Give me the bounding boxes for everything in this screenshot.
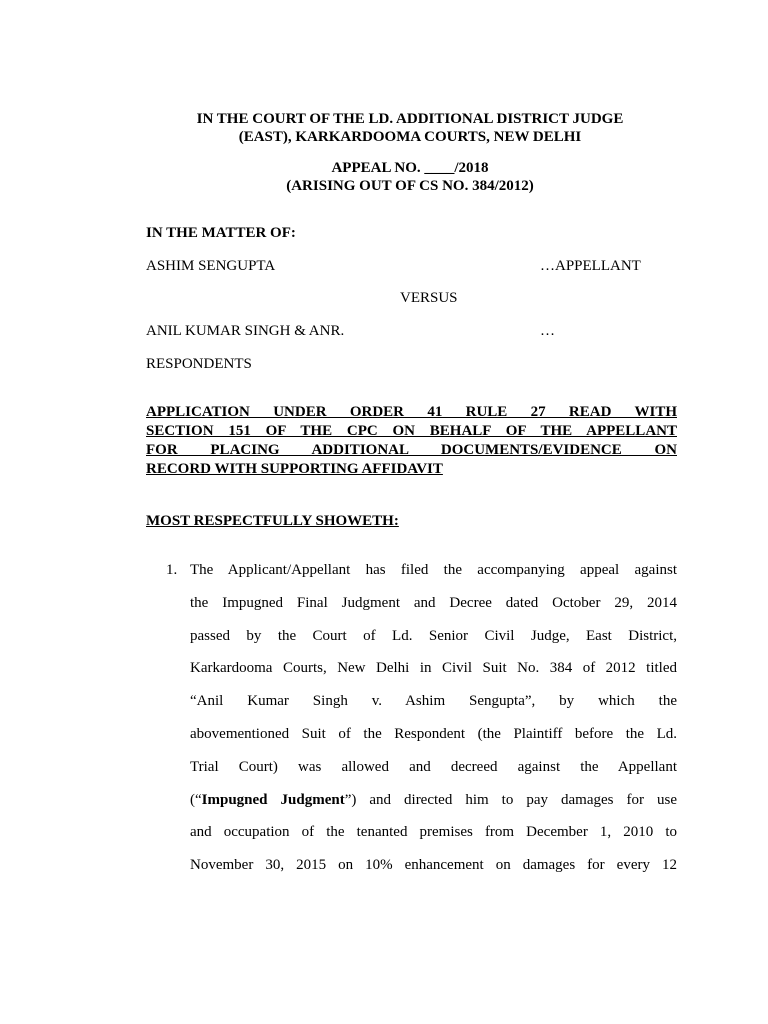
- appeal-heading: [100, 159, 720, 195]
- application-title-line: FOR PLACING ADDITIONAL DOCUMENTS/EVIDENCE ON: [146, 442, 677, 458]
- paragraph-line: Trial Court) was allowed and decreed against the Appellant: [190, 758, 677, 775]
- showeth-heading: MOST RESPECTFULLY SHOWETH:: [146, 513, 399, 529]
- court-title-line-1: IN THE COURT OF THE LD. ADDITIONAL DISTRICT JUDGE: [196, 111, 624, 127]
- application-title-line: APPLICATION UNDER ORDER 41 RULE 27 READ WITH: [146, 404, 677, 420]
- respondent-dots: …: [540, 323, 555, 339]
- appeal-arising-from: (ARISING OUT OF CS NO. 384/2012): [286, 178, 534, 194]
- application-title-line: SECTION 151 OF THE CPC ON BEHALF OF THE APPELLANT: [146, 423, 677, 439]
- paragraph-line: abovementioned Suit of the Respondent (the Plaintiff before the Ld.: [190, 725, 677, 742]
- appellant-name: ASHIM SENGUPTA: [146, 258, 276, 274]
- open-quote: (“: [190, 791, 202, 808]
- respondent-label: RESPONDENTS: [146, 356, 252, 372]
- application-title: [146, 403, 677, 479]
- appellant-label: …APPELLANT: [540, 258, 641, 274]
- paragraph-line: November 30, 2015 on 10% enhancement on damages for every 12: [190, 857, 677, 874]
- paragraph-line: “Anil Kumar Singh v. Ashim Sengupta”, by which the: [190, 693, 677, 710]
- paragraph-line: The Applicant/Appellant has filed the accompanying appeal against: [190, 562, 677, 578]
- paragraph-line: and occupation of the tenanted premises from December 1, 2010 to: [190, 824, 677, 841]
- defined-term-impugned-judgment: Impugned Judgment: [201, 791, 345, 808]
- paragraph-line: passed by the Court of Ld. Senior Civil Judge, East District,: [190, 627, 677, 644]
- paragraph-line: Karkardooma Courts, New Delhi in Civil Suit No. 384 of 2012 titled: [190, 660, 677, 677]
- versus-label: VERSUS: [400, 290, 458, 306]
- paragraph-line: the Impugned Final Judgment and Decree dated October 29, 2014: [190, 594, 677, 611]
- line-rest: ”) and directed him to pay damages for use: [344, 791, 677, 808]
- paragraph-number: 1.: [166, 562, 178, 578]
- court-title-line-2: (EAST), KARKARDOOMA COURTS, NEW DELHI: [238, 129, 582, 145]
- matter-heading: IN THE MATTER OF:: [146, 225, 296, 241]
- respondent-name: ANIL KUMAR SINGH & ANR.: [146, 323, 345, 339]
- paragraph-line-defined-term: [190, 791, 677, 809]
- court-heading: [100, 110, 720, 146]
- appeal-number: APPEAL NO. ____/2018: [331, 160, 489, 176]
- paragraph-1: [190, 561, 677, 889]
- application-title-line: RECORD WITH SUPPORTING AFFIDAVIT: [146, 461, 443, 477]
